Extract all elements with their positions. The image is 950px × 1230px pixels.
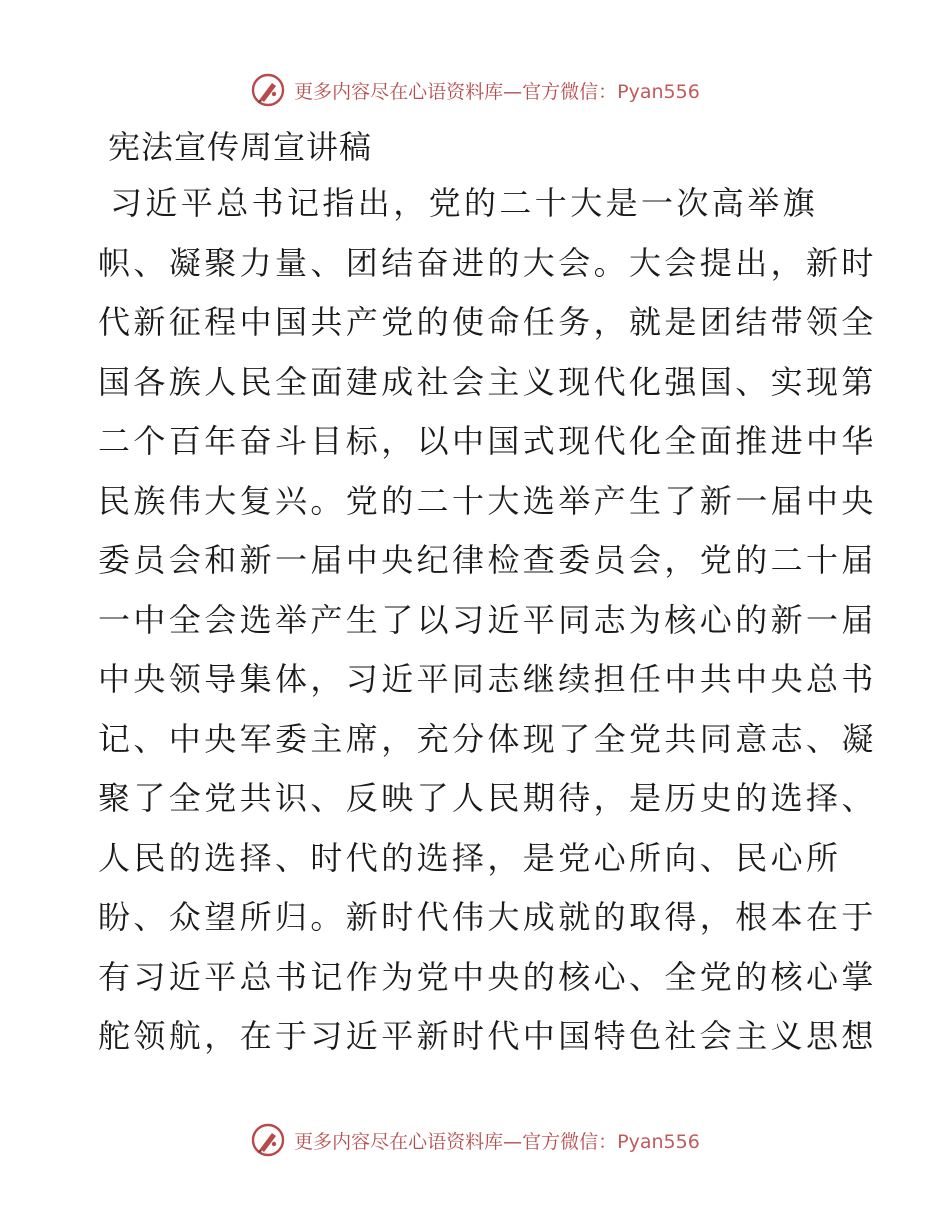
text-line: 二个百年奋斗目标，以中国式现代化全面推进中华 xyxy=(98,422,877,460)
footer-banner-content xyxy=(250,1122,700,1158)
text-line: 习近平总书记指出，党的二十大是一次高举旗 xyxy=(110,184,819,222)
text-line: 记、中央军委主席，充分体现了全党共同意志、凝 xyxy=(98,719,877,758)
header-banner-content xyxy=(250,72,700,108)
pen-circle-logo-icon xyxy=(250,72,286,108)
text-line: 民族伟大复兴。党的二十大选举产生了新一届中央 xyxy=(98,481,877,520)
body-paragraph xyxy=(98,174,877,1067)
footer-banner-text: 更多内容尽在心语资料库—官方微信：Pyan556 xyxy=(294,1130,700,1153)
text-line: 人民的选择、时代的选择，是党心所向、民心所 xyxy=(98,838,842,877)
text-line: 聚了全党共识、反映了人民期待，是历史的选择、 xyxy=(98,779,877,817)
footer-banner xyxy=(0,1120,950,1160)
pen-circle-logo-icon xyxy=(250,1122,286,1158)
text-line: 有习近平总书记作为党中央的核心、全党的核心掌 xyxy=(98,957,877,996)
wechat-handle: Pyan556 xyxy=(617,1130,700,1153)
text-line: 帜、凝聚力量、团结奋进的大会。大会提出，新时 xyxy=(98,243,877,282)
document-title: 宪法宣传周宣讲稿 xyxy=(108,128,373,166)
header-banner xyxy=(0,70,950,110)
wechat-handle: Pyan556 xyxy=(617,80,700,103)
text-line: 国各族人民全面建成社会主义现代化强国、实现第 xyxy=(98,362,877,401)
text-line: 代新征程中国共产党的使命任务，就是团结带领全 xyxy=(98,303,877,341)
text-line: 舵领航，在于习近平新时代中国特色社会主义思想 xyxy=(98,1017,877,1055)
text-line: 中央领导集体，习近平同志继续担任中共中央总书 xyxy=(98,660,877,698)
text-line: 委员会和新一届中央纪律检查委员会，党的二十届 xyxy=(98,541,877,579)
header-banner-text: 更多内容尽在心语资料库—官方微信：Pyan556 xyxy=(294,80,700,103)
text-line: 一中全会选举产生了以习近平同志为核心的新一届 xyxy=(98,600,877,639)
text-line: 盼、众望所归。新时代伟大成就的取得，根本在于 xyxy=(98,898,877,936)
